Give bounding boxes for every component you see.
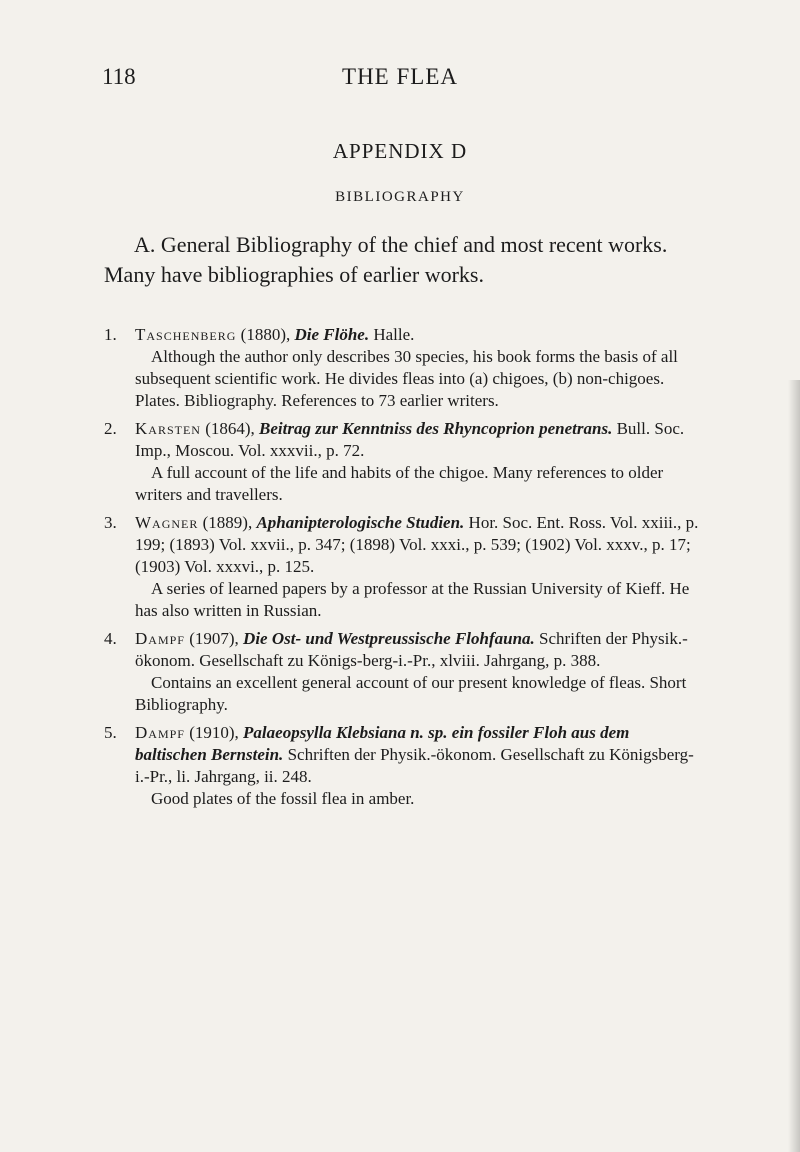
entry-annotation: A series of learned papers by a professor at the Russian University of Kieff. He has also written in Russian. [135, 579, 690, 620]
entry-publication: Schriften der Physik.-ökonom. Gesellschaft zu Königsberg-i.-Pr., li. Jahrgang, ii. 248. [135, 745, 694, 786]
entry-number: 2. [104, 419, 117, 438]
entry-year: (1910), [189, 723, 239, 742]
entry-citation [135, 628, 704, 672]
entry-annotation: Although the author only describes 30 species, his book forms the basis of all subsequent scientific work. He divides fleas into (a) chigoes, (b) non-chigoes. Plates. Bibliography. References to 73 earlier writers. [135, 347, 678, 410]
entry-author: Taschenberg [135, 325, 237, 344]
bibliography-entry [104, 418, 704, 506]
page-number: 118 [102, 64, 136, 89]
entry-author: Karsten [135, 419, 201, 438]
entry-citation [135, 512, 704, 578]
entry-citation [135, 722, 704, 788]
entry-year: (1907), [189, 629, 239, 648]
entry-work-title: Die Ost- und Westpreussische Flohfauna. [243, 629, 535, 648]
entry-year: (1889), [202, 513, 253, 532]
entry-author: Dampf [135, 723, 185, 742]
entry-annotation: A full account of the life and habits of the chigoe. Many references to older writers and travellers. [135, 463, 664, 504]
page-header [0, 64, 800, 94]
entry-publication: Schriften der Physik.-ökonom. Gesellschaft zu Königs-berg-i.-Pr., xlviii. Jahrgang, p. 388. [135, 629, 688, 670]
entry-author: Wagner [135, 513, 199, 532]
entry-year: (1864), [205, 419, 255, 438]
bibliography-entry [104, 628, 704, 716]
entry-citation [135, 324, 704, 346]
entry-publication: Hor. Soc. Ent. Ross. Vol. xxiii., p. 199; (1893) Vol. xxvii., p. 347; (1898) Vol. xxxi., p. 539; (1902) Vol. xxxv., p. 17; (1903) Vol. xxxvi., p. 125. [135, 513, 699, 576]
entry-citation [135, 418, 704, 462]
entry-work-title: Beitrag zur Kenntniss des Rhyncoprion penetrans. [259, 419, 613, 438]
bibliography-entry [104, 324, 704, 412]
running-head: THE FLEA [342, 64, 458, 89]
entry-work-title: Die Flöhe. [294, 325, 370, 344]
entry-annotation: Good plates of the fossil flea in amber. [151, 789, 415, 808]
entry-number: 5. [104, 723, 117, 742]
entry-annotation: Contains an excellent general account of our present knowledge of fleas. Short Bibliography. [135, 673, 687, 714]
entry-work-title: Palaeopsylla Klebsiana n. sp. ein fossiler Floh aus dem baltischen Bernstein. [135, 723, 630, 764]
entry-year: (1880), [240, 325, 291, 344]
subsection-heading: A. General Bibliography of the chief and most recent works. Many have bibliographies of earlier works. [104, 232, 668, 287]
section-label: BIBLIOGRAPHY [335, 189, 465, 205]
entry-number: 3. [104, 513, 117, 532]
bibliography-entry [104, 512, 704, 622]
entry-publication: Halle. [373, 325, 415, 344]
bibliography-list [104, 324, 704, 816]
entry-number: 1. [104, 325, 117, 344]
appendix-title: APPENDIX D [332, 139, 468, 163]
entry-author: Dampf [135, 629, 185, 648]
page-edge-shadow [788, 380, 800, 1152]
entry-publication: Bull. Soc. Imp., Moscou. Vol. xxxvii., p. 72. [135, 419, 685, 460]
entry-work-title: Aphanipterologische Studien. [256, 513, 465, 532]
bibliography-entry [104, 722, 704, 810]
entry-number: 4. [104, 629, 117, 648]
